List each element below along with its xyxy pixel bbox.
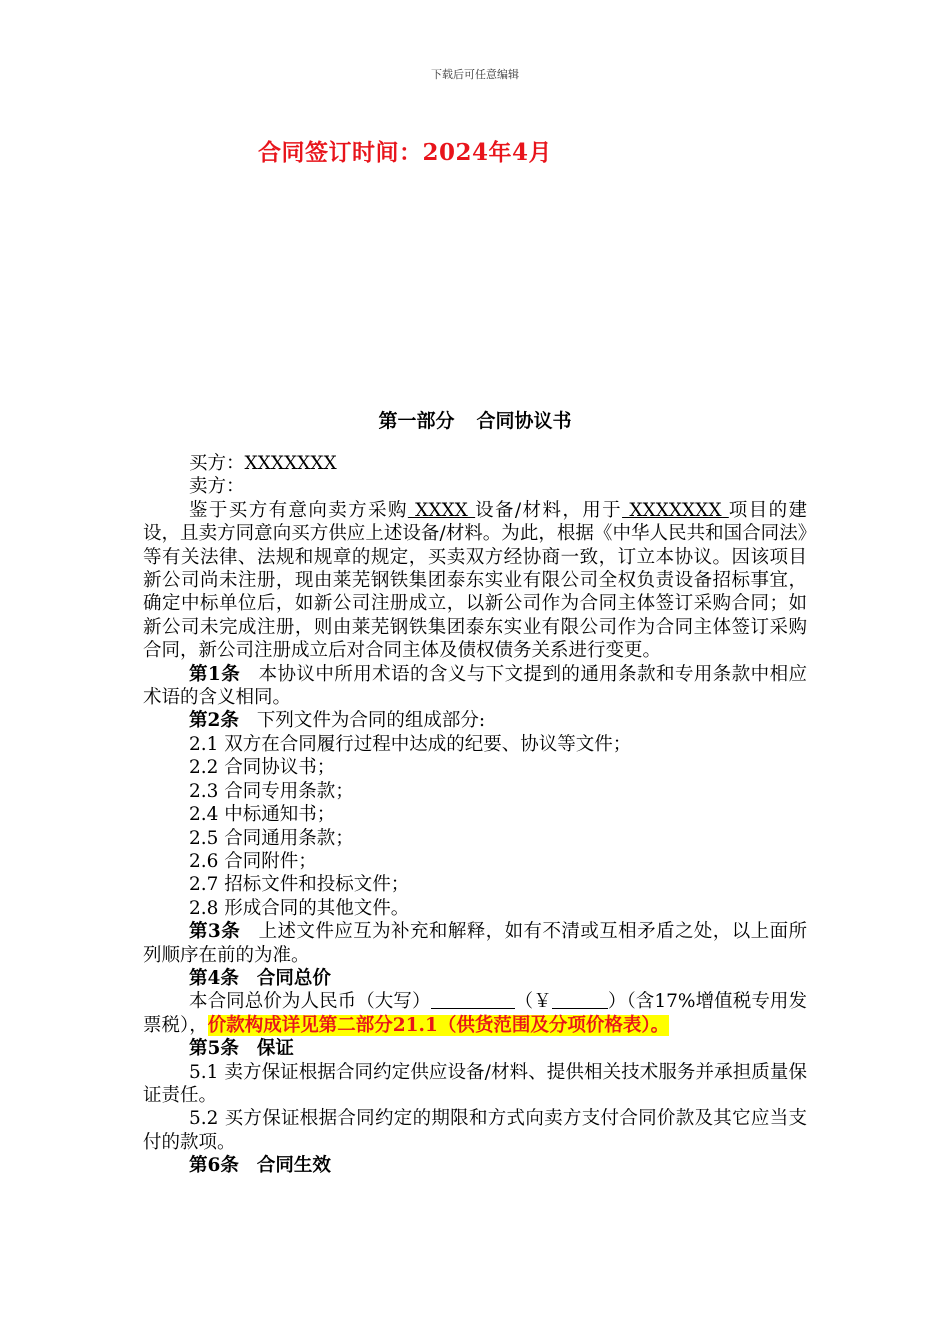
doc-item: 2.4 中标通知书； bbox=[189, 804, 336, 826]
article-1-label: 第1条 bbox=[189, 663, 241, 685]
doc-item: 2.7 招标文件和投标文件； bbox=[189, 874, 410, 896]
article-2-label: 第2条 bbox=[189, 710, 239, 732]
article-3-text: 上述文件应互为补充和解释，如有不清或互相矛盾之处，以上面所列顺序在前的为准。 bbox=[143, 921, 807, 966]
article-1-text: 本协议中所用术语的含义与下文提到的通用条款和专用条款中相应术语的含义相同。 bbox=[143, 663, 807, 709]
page-header-note: 下载后可任意编辑 bbox=[431, 68, 519, 81]
article-4-heading bbox=[143, 967, 807, 990]
article-1 bbox=[143, 663, 807, 710]
total-price-text-3: ）（含17%增值税专用发票税）， bbox=[143, 991, 807, 1036]
buyer-line: 买方：XXXXXXX bbox=[189, 453, 337, 474]
doc-item: 2.8 形成合同的其他文件。 bbox=[189, 897, 410, 919]
article-6-title: 合同生效 bbox=[256, 1155, 331, 1177]
price-breakdown-highlight: 价款构成详见第二部分21.1（供货范围及分项价格表）。 bbox=[207, 1014, 670, 1036]
intro-item-field: XXXX bbox=[407, 499, 476, 521]
article-6-heading bbox=[143, 1154, 807, 1177]
article-2 bbox=[143, 709, 807, 732]
article-3 bbox=[143, 920, 807, 967]
article-5-1: 5.1 卖方保证根据合同约定供应设备/材料、提供相关技术服务并承担质量保证责任。 bbox=[143, 1061, 807, 1106]
contract-sign-time: 合同签订时间：2024年4月 bbox=[258, 139, 553, 166]
article-4-title: 合同总价 bbox=[256, 967, 331, 989]
article-6-label: 第6条 bbox=[189, 1155, 239, 1177]
total-price-text-1: 本合同总价为人民币（大写） bbox=[189, 991, 431, 1013]
intro-paragraph bbox=[143, 499, 807, 663]
doc-item: 2.6 合同附件； bbox=[189, 850, 317, 872]
intro-text-3: 项目的建设，且卖方同意向买方供应上述设备/材料。为此，根据《中华人民共和国合同法》等有关法律、法规和规章的规定，买卖双方经协商一致，订立本协议。因该项目新公司尚未注册，现由莱芜钢铁集团泰东实业有限公司全权负责设备招标事宜，确定中标单位后，如新公司注册成立，以新公司作为合同主体签订采购合同；如新公司未完成注册，则由莱芜钢铁集团泰东实业有限公司作为合同主体签订采购合同，新公司注册成立后对合同主体及债权债务关系进行变更。 bbox=[143, 499, 807, 662]
part-title: 合同协议书 bbox=[476, 410, 572, 432]
part-label: 第一部分 bbox=[378, 410, 455, 432]
seller-line: 卖方： bbox=[189, 476, 245, 498]
article-5-label: 第5条 bbox=[189, 1038, 239, 1060]
article-4-label: 第4条 bbox=[189, 967, 239, 989]
article-5-heading bbox=[143, 1037, 807, 1060]
article-5-title: 保证 bbox=[256, 1038, 294, 1060]
total-price-words-blank bbox=[431, 992, 515, 1009]
intro-text-2: 设备/材料，用于 bbox=[475, 499, 623, 521]
article-5-2: 5.2 买方保证根据合同约定的期限和方式向卖方支付合同价款及其它应当支付的款项。 bbox=[143, 1108, 807, 1153]
article-2-text: 下列文件为合同的组成部分: bbox=[256, 710, 486, 732]
article-4-text bbox=[143, 990, 807, 1037]
document-body bbox=[143, 452, 807, 1178]
total-price-text-2: （￥ bbox=[514, 991, 552, 1013]
intro-text-1: 鉴于买方有意向卖方采购 bbox=[189, 499, 408, 521]
part-heading bbox=[0, 406, 950, 433]
doc-item: 2.2 合同协议书； bbox=[189, 757, 336, 779]
article-3-label: 第3条 bbox=[189, 921, 241, 943]
total-price-amount-blank bbox=[552, 992, 608, 1009]
doc-item: 2.1 双方在合同履行过程中达成的纪要、协议等文件； bbox=[189, 733, 632, 755]
doc-item: 2.3 合同专用条款； bbox=[189, 780, 354, 802]
doc-item: 2.5 合同通用条款； bbox=[189, 827, 354, 849]
intro-project-field: XXXXXXX bbox=[622, 499, 729, 521]
